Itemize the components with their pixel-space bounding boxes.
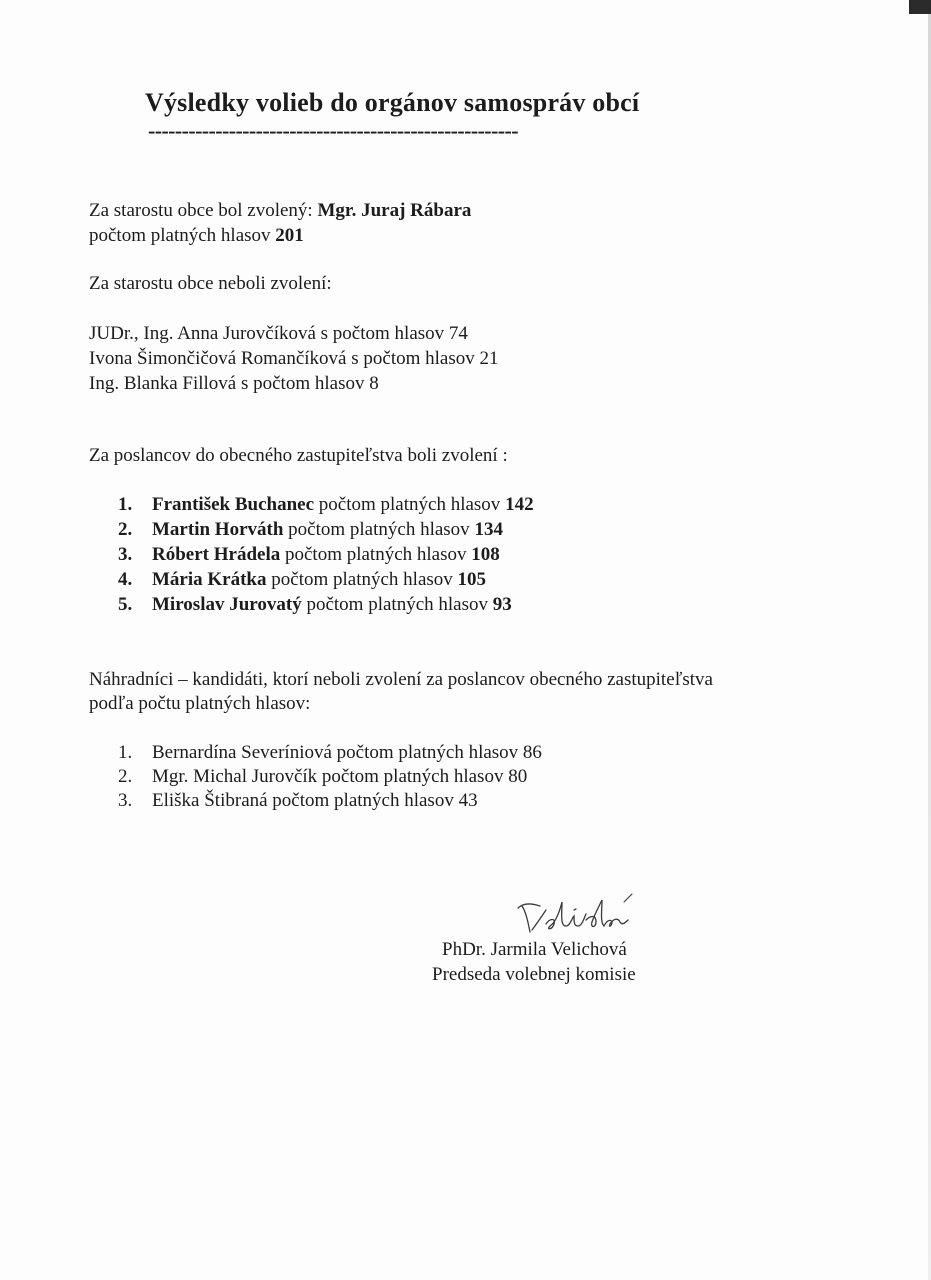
mayor-not-elected-heading: Za starostu obce neboli zvolení: [89,273,332,294]
member-votes: 134 [474,519,503,540]
council-member [118,543,500,567]
member-votes-text: počtom platných hlasov [301,594,493,615]
council-member [118,568,486,592]
substitute-item [118,741,542,765]
substitute-item [118,765,527,789]
member-name: Mária Krátka [152,569,267,590]
substitute-item [118,789,478,813]
handwritten-signature [512,892,642,940]
substitute-text: Mgr. Michal Jurovčík počtom platných hlasov 80 [152,766,528,787]
member-name: Martin Horváth [152,519,284,540]
list-number: 4. [118,569,133,590]
list-number: 3. [118,790,133,811]
mayor-elected-prefix: Za starostu obce bol zvolený: [89,200,318,221]
member-votes-text: počtom platných hlasov [280,544,472,565]
member-name: Miroslav Jurovatý [152,594,302,615]
council-member [118,593,512,617]
substitutes-heading-line1: Náhradníci – kandidáti, ktorí neboli zvolení za poslancov obecného zastupiteľstva [89,669,713,690]
council-member [118,518,503,542]
title-underline: ------------------------------------------------------- [148,118,518,143]
council-heading: Za poslancov do obecného zastupiteľstva boli zvolení : [89,445,508,466]
member-name: Róbert Hrádela [152,544,281,565]
council-member [118,493,534,517]
substitute-text: Eliška Štibraná počtom platných hlasov 43 [152,790,478,811]
mayor-votes-count: 201 [275,225,304,246]
list-number: 2. [118,766,133,787]
list-number: 1. [118,494,133,515]
mayor-elected-line [89,199,471,223]
list-number: 1. [118,742,133,763]
member-votes: 142 [505,494,534,515]
member-votes: 105 [457,569,487,590]
member-votes: 108 [471,544,500,565]
list-number: 2. [118,519,133,540]
mayor-candidate: Ing. Blanka Fillová s počtom hlasov 8 [89,373,379,394]
list-number: 5. [118,594,133,615]
mayor-votes-prefix: počtom platných hlasov [89,225,276,246]
mayor-votes-line [89,224,304,248]
document-title: Výsledky volieb do orgánov samospráv obcí [145,88,640,117]
member-name: František Buchanec [152,494,315,515]
member-votes-text: počtom platných hlasov [314,494,506,515]
mayor-candidate: JUDr., Ing. Anna Jurovčíková s počtom hlasov 74 [89,323,468,344]
member-votes-text: počtom platných hlasov [266,569,458,590]
signatory-name: PhDr. Jarmila Velichová [442,939,627,960]
mayor-elected-name: Mgr. Juraj Rábara [317,200,472,221]
substitute-text: Bernardína Severíniová počtom platných hlasov 86 [152,742,542,763]
scan-edge-mark [909,0,931,14]
substitutes-heading-line2: podľa počtu platných hlasov: [89,693,311,714]
list-number: 3. [118,544,133,565]
member-votes-text: počtom platných hlasov [283,519,475,540]
mayor-candidate: Ivona Šimončičová Romančíková s počtom hlasov 21 [89,348,499,369]
member-votes: 93 [492,594,512,615]
signatory-role: Predseda volebnej komisie [432,964,636,985]
